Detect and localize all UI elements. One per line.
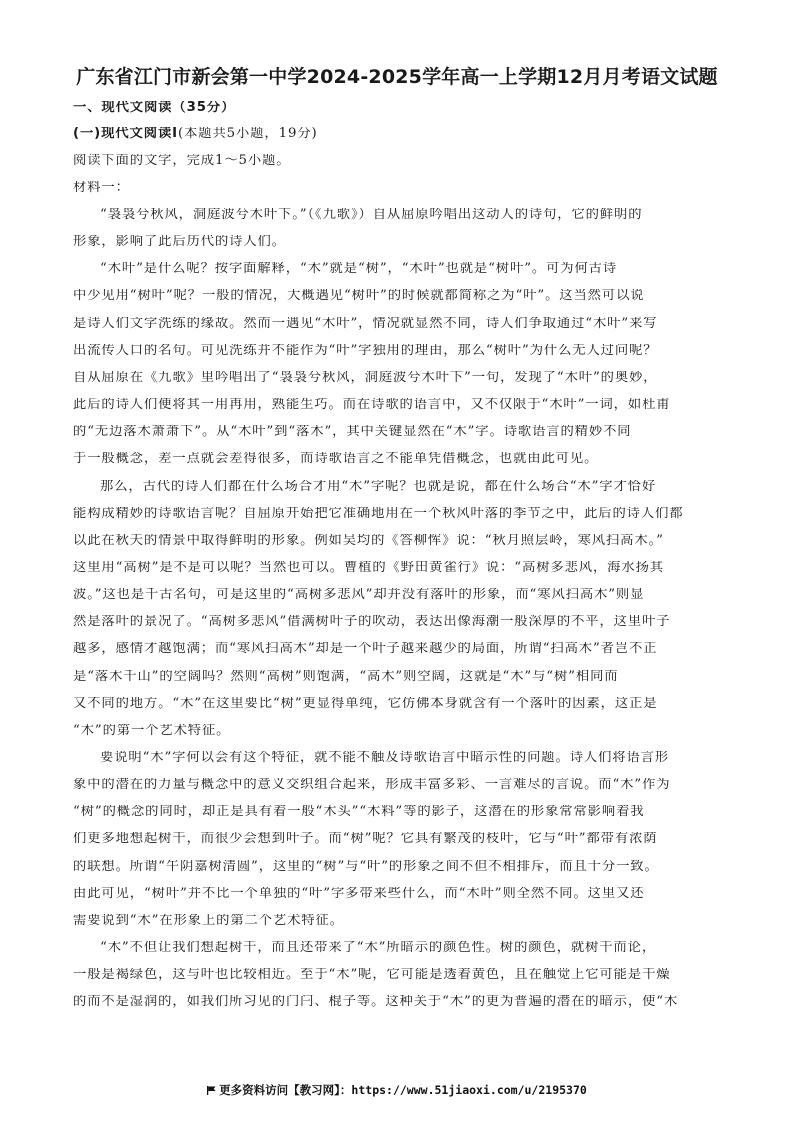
subsection-heading <box>73 127 723 140</box>
footer-link[interactable] <box>0 1082 794 1098</box>
body-line: 中少见用“树叶”呢？一般的情况，大概遇见“树叶”的时候就都简称之为“叶”。这当然可以说 <box>73 289 645 303</box>
body-line: 的联想。所谓“午阴嘉树清圆”，这里的“树”与“叶”的形象之间不但不相排斥，而且十分一致。 <box>73 859 659 873</box>
body-line: “木”不但让我们想起树干，而且还带来了“木”所暗示的颜色性。树的颜色，就树干而论， <box>100 941 657 955</box>
body-line: 的“无边落木萧萧下”。从“木叶”到“落木”，其中关键显然在“木”字。诗歌语言的精妙不同 <box>73 425 632 439</box>
body-line: 出流传人口的名句。可见洗练并不能作为“叶”字独用的理由，那么“树叶”为什么无人过问呢？ <box>73 343 658 358</box>
body-line: 们更多地想起树干，而很少会想到叶子。而“树”呢？它具有繁茂的枝叶，它与“叶”都带有浓荫 <box>73 832 658 846</box>
body-line: 要说明“木”字何以会有这个特征，就不能不触及诗歌语言中暗示性的问题。诗人们将语言形 <box>100 751 670 765</box>
material-label: 材料一： <box>73 181 130 195</box>
body-line: 越多，感情才越饱满；而“寒风扫高木”却是一个叶子越来越少的局面，所谓“扫高木”者岂不正 <box>73 642 658 656</box>
instruction-text: 阅读下面的文字，完成1～5小题。 <box>73 154 291 168</box>
body-line: 那么，古代的诗人们都在什么场合才用“木”字呢？也就是说，都在什么场合“木”字才恰好 <box>100 479 657 493</box>
subsection-note: (本题共5小题，19分) <box>177 127 318 141</box>
subsection-label: (一)现代文阅读Ⅰ <box>73 127 178 141</box>
body-line: 这里用“高树”是不是可以呢？当然也可以。曹植的《野田黄雀行》说：“高树多悲风，海水扬其 <box>73 561 664 575</box>
body-line: “袅袅兮秋风，洞庭波兮木叶下。”（《九歌》）自从屈原吟唱出这动人的诗句，它的鲜明的 <box>100 208 643 222</box>
body-line: “木叶”是什么呢？按字面解释，“木”就是“树”，“木叶”也就是“树叶”。可为何古诗 <box>100 262 618 276</box>
body-line: 此后的诗人们便将其一用再用，熟能生巧。而在诗歌的语言中，又不仅限于“木叶”一词，如杜甫 <box>73 398 671 412</box>
footer-text: 更多资料访问【教习网】：https://www.51jiaoxi.com/u/2195370 <box>219 1083 587 1097</box>
body-line: 象中的潜在的力量与概念中的意义交织组合起来，形成丰富多彩、一言难尽的言说。而“木”作为 <box>73 778 671 792</box>
body-line: 于一般概念，差一点就会差得很多，而诗歌语言之不能单凭借概念，也就由此可见。 <box>73 452 599 466</box>
body-line: “树”的概念的同时，却正是具有着一般“木头”“木料”等的影子，这潜在的形象常常影响着我 <box>73 805 645 819</box>
body-line: “木”的第一个艺术特征。 <box>73 723 231 738</box>
document-title: 广东省江门市新会第一中学2024-2025学年高一上学期12月月考语文试题 <box>76 66 718 88</box>
body-line: 波。”这也是千古名句，可是这里的“高树多悲风”却并没有落叶的形象，而“寒风扫高木”则显 <box>73 588 645 602</box>
body-line: 自从屈原在《九歌》里吟唱出了“袅袅兮秋风，洞庭波兮木叶下”一句，发现了“木叶”的奥妙， <box>73 370 658 385</box>
flag-icon <box>207 1086 216 1095</box>
body-line: 然是落叶的景况了。“高树多悲风”借满树叶子的吹动，表达出像海潮一般深厚的不平，这里叶子 <box>73 615 671 629</box>
body-line: 又不同的地方。“木”在这里要比“树”更显得单纯，它仿佛本身就含有一个落叶的因素，这正是 <box>73 696 658 710</box>
body-line: 是诗人们文字洗练的缘故。然而一遇见“木叶”，情况就显然不同，诗人们争取通过“木叶”来写 <box>73 316 658 330</box>
body-line: 以此在秋天的情景中取得鲜明的形象。例如吴均的《答柳恽》说：“秋月照层岭，寒风扫高木。” <box>73 533 664 548</box>
body-line: 一般是褐绿色，这与叶也比较相近。至于“木”呢，它可能是透着黄色，且在触觉上它可能是干燥 <box>73 968 671 982</box>
body-line: 需要说到“木”在形象上的第二个艺术特征。 <box>73 913 344 928</box>
body-line: 能构成精妙的诗歌语言呢？自屈原开始把它准确地用在一个秋风叶落的季节之中，此后的诗人们都 <box>73 506 684 520</box>
body-line: 由此可见，“树叶”并不比一个单独的“叶”字多带来些什么，而“木叶”则全然不同。这里又还 <box>73 886 645 901</box>
body-line: 形象，影响了此后历代的诗人们。 <box>73 235 286 249</box>
section-heading: 一、现代文阅读（35分） <box>73 101 236 115</box>
body-line: 是“落木千山”的空阔吗？然则“高树”则饱满，“高木”则空阔，这就是“木”与“树”相同而 <box>73 669 619 683</box>
body-line: 的而不是湿润的，如我们所习见的门闩、棍子等。这种关于“木”的更为普遍的潜在的暗示，使“木 <box>73 995 679 1009</box>
